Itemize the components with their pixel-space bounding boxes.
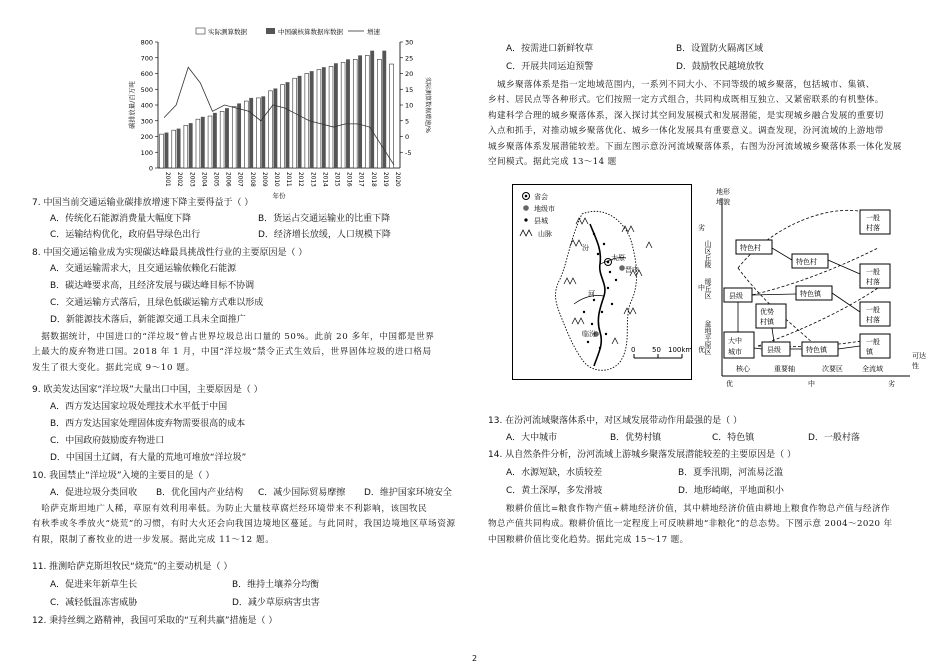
question-9: 9. 欧美发达国家“洋垃圾”大量出口中国，主要原因是（ ） (32, 385, 263, 395)
y-axis-label-right: 实际测算数据增速/% (424, 77, 431, 133)
label-linfen: 临汾 (582, 330, 596, 338)
node-feature-village-1 (736, 240, 772, 254)
passage-line: 乡村、居民点等各种形式。它们按照一定方式组合，共同构成既相互独立、又紧密联系的有机整体。 (488, 95, 884, 106)
left-tick-label: 100 (140, 148, 153, 157)
x-tick-label: 2016 (345, 172, 352, 187)
accessibility-label-1: 可达 (912, 352, 926, 360)
label-taiyuan: 太原 (611, 254, 625, 262)
legend-capital: 省会 (534, 193, 548, 201)
legend-prefecture-city: 地级市 (534, 205, 555, 213)
bar-actual (390, 64, 394, 168)
node-county-1 (724, 288, 752, 302)
y-axis-label-left: 碳排放量/百万吨 (128, 81, 136, 129)
bar-ceads (189, 123, 193, 168)
node-feature-town-2 (802, 342, 838, 356)
bar-actual (232, 107, 236, 168)
passage-line: 构建科学合理的城乡聚落体系，深入探讨其空间发展模式和发展潜能，是实现城乡融合发展的重要切 (488, 110, 884, 121)
node-general-village-3 (860, 302, 890, 326)
svg-text:大中: 大中 (728, 337, 742, 345)
q7-option-b[interactable]: B．货运占交通运输业的比重下降 (258, 214, 391, 224)
legend-actual: 实际测算数据 (208, 28, 247, 36)
bar-ceads (213, 113, 217, 168)
bar-ceads (310, 71, 314, 168)
q11-option-b[interactable]: B．维持土壤养分均衡 (232, 580, 320, 590)
q11-option-a[interactable]: A．促进来年新草生长 (50, 580, 138, 590)
x-tick-label: 2017 (357, 172, 364, 187)
bar-ceads (346, 59, 350, 168)
q10-option-a[interactable]: A．促进垃圾分类回收 (50, 488, 138, 498)
svg-text:县级: 县级 (767, 346, 781, 354)
x-tick-label: 2008 (248, 172, 255, 187)
scale-0: 0 (631, 346, 636, 354)
x-tick-label: 2004 (200, 172, 207, 187)
x-axis-label: 年份 (272, 192, 286, 200)
integration-pattern-diagram (698, 178, 928, 400)
bar-ceads (322, 67, 326, 168)
x-whole-basin: 全流域 (862, 365, 883, 373)
x-tick-label: 2020 (393, 172, 400, 187)
capital-symbol-dot (525, 195, 528, 198)
y-mark-good: 优 (698, 346, 705, 354)
svg-text:一般: 一般 (866, 268, 880, 276)
accessibility-label-2: 性 (912, 362, 919, 370)
left-tick-label: 600 (140, 70, 153, 78)
left-tick-label: 700 (140, 54, 153, 63)
q9-option-c[interactable]: C．中国政府鼓励废弃物进口 (50, 436, 165, 446)
bar-actual (184, 125, 188, 168)
right-tick-label: 0 (405, 133, 410, 141)
x-tick-label: 2019 (381, 172, 388, 187)
svg-text:村镇: 村镇 (760, 318, 774, 326)
passage-9-10 (32, 330, 472, 376)
node-general-village-1 (860, 210, 890, 234)
svg-text:特色村: 特色村 (740, 244, 761, 252)
q9-option-b[interactable]: B．西方发达国家处理固体废弃物需要很高的成本 (50, 419, 246, 429)
x-tick-label: 2010 (272, 172, 279, 187)
bar-actual (208, 116, 212, 168)
legend-growth: 增速 (367, 28, 380, 36)
question-14: 14. 从自然条件分析，汾河流域上游城乡聚落发展潜能较差的主要原因是（ ） (488, 450, 797, 460)
svg-text:村落: 村落 (866, 224, 880, 232)
x-mark-good: 优 (726, 380, 733, 388)
x-tick-label: 2015 (333, 172, 340, 187)
x-tick-label: 2003 (188, 172, 195, 187)
legend-county: 县城 (534, 217, 548, 225)
right-tick-label: 15 (405, 85, 414, 94)
bar-actual (341, 62, 345, 168)
passage-line: 哈萨克斯坦地广人稀，草原有效利用率低。为防止大量枝草腐烂经环境带来不利影响，该国牧民 (32, 504, 428, 514)
q12-option-c[interactable]: C．开展共同运迫预警 (506, 62, 594, 72)
node-feature-village-2 (792, 254, 828, 268)
svg-text:一般: 一般 (866, 306, 880, 314)
question-10: 10. 我国禁止“洋垃圾”入境的主要目的是（ ） (32, 471, 215, 481)
legend-mountain: 山脉 (538, 230, 552, 238)
bar-actual (317, 70, 321, 168)
scale-100km: 100km (668, 346, 692, 354)
axis-title-landform: 地貌 (716, 198, 730, 206)
bar-actual (305, 74, 309, 169)
svg-text:县级: 县级 (729, 292, 743, 300)
q8-option-c[interactable]: C．交通运输方式落后，且绿色低碳运输方式难以形成 (50, 298, 264, 308)
x-important-axis: 重要轴 (774, 365, 795, 373)
passage-line: 粮耕价值比=粮食作物产值÷耕地经济价值，其中耕地经济价值由耕地上粮食作物总产值与经济作 (488, 504, 890, 514)
passage-11-12 (32, 502, 472, 548)
passage-line: 有限，限制了畜牧业的进一步发展。据此完成 11～12 题。 (32, 534, 275, 545)
bar-actual (256, 98, 260, 168)
svg-text:一般: 一般 (866, 214, 880, 222)
bar-actual (220, 111, 224, 168)
x-secondary-zone: 次要区 (822, 365, 843, 373)
bar-ceads (273, 88, 277, 168)
q12-option-a[interactable]: A．按需进口新鲜牧草 (506, 44, 594, 54)
x-tick-label: 2007 (236, 172, 243, 187)
bar-actual (365, 55, 369, 168)
bar-ceads (261, 96, 265, 168)
q13-option-c[interactable]: C．特色镇 (712, 433, 755, 443)
passage-line: 空间模式。据此完成 13～14 题 (488, 157, 617, 168)
scale-50: 50 (652, 346, 661, 354)
legend-swatch-ceads (266, 28, 275, 34)
q10-option-d[interactable]: D．维护国家环境安全 (364, 488, 452, 498)
x-tick-label: 2001 (164, 172, 171, 187)
x-tick-label: 2011 (285, 172, 292, 187)
map-frame (513, 185, 692, 380)
q13-option-a[interactable]: A．大中城市 (506, 433, 558, 443)
bar-actual (293, 78, 297, 168)
county-symbol (524, 218, 527, 221)
q14-option-b[interactable]: B．夏季汛期，河流易泛滥 (678, 468, 784, 478)
passage-line: 发生了很大变化。据此完成 9～10 题。 (32, 362, 195, 373)
x-tick-label: 2014 (321, 172, 328, 187)
taiyuan-capital-dot (607, 261, 610, 264)
node-general-town (860, 334, 890, 358)
q13-option-d[interactable]: D．一般村落 (808, 433, 860, 443)
q10-option-c[interactable]: C．减少国际贸易摩擦 (258, 488, 346, 498)
jinzhong-city (619, 265, 625, 271)
x-tick-label: 2009 (260, 172, 267, 187)
passage-line: 据数据统计，中国进口的“洋垃圾”曾占世界垃圾总出口量的 50%。此前 20 多年，中国都是世界 (32, 332, 435, 342)
node-county-2 (762, 342, 790, 356)
label-fen: 汾 (582, 244, 589, 252)
x-mark-medium: 中 (808, 380, 815, 388)
y-level-mountain: 山区丘陵 (704, 240, 712, 268)
page-number: 2 (472, 654, 478, 663)
x-tick-label: 2018 (369, 172, 376, 187)
bar-ceads (298, 76, 302, 168)
q14-option-a[interactable]: A．水源短缺，水质较差 (506, 468, 603, 478)
x-mark-poor: 劣 (888, 380, 895, 388)
bar-ceads (249, 98, 253, 168)
passage-line: 物总产值共同构成。粮耕价值比一定程度上可反映耕地“非粮化”的总态势。下图示意 2004～2020 年 (488, 519, 893, 530)
passage-line: 城乡聚落体系是指一定地域范围内，一系列不同大小、不同等级的城乡聚落，包括城市、集镇、 (488, 80, 875, 90)
svg-text:村落: 村落 (866, 316, 880, 324)
q10-option-b[interactable]: B．优化国内产业结构 (156, 488, 244, 498)
left-tick-label: 300 (140, 117, 153, 126)
q12-option-d[interactable]: D．鼓励牧民越境放牧 (676, 62, 764, 72)
x-tick-label: 2012 (297, 172, 304, 187)
bar-actual (377, 59, 381, 168)
right-tick-label: 5 (405, 117, 410, 126)
right-tick-label: 10 (405, 101, 414, 110)
passage-line: 上最大的废弃物进口国。2018 年 1 月，中国“洋垃圾”禁令正式生效后，世界固体垃圾的进口格局 (32, 347, 432, 358)
q14-option-d[interactable]: D．地形崎岖，平地面积小 (678, 486, 784, 496)
q8-option-b[interactable]: B．碳达峰要求高，且经济发展与碳达峰目标不协调 (50, 281, 255, 291)
passage-line: 城乡聚落体系发展潜能较差。下面左图示意汾河流域聚落体系，右图为汾河流域城乡聚落体系一体化发展 (488, 141, 902, 152)
node-general-village-2 (860, 264, 890, 288)
right-tick-label: -5 (405, 148, 412, 157)
left-tick-label: 400 (140, 101, 153, 110)
q9-option-a[interactable]: A．西方发达国家垃圾处理技术水平低于中国 (50, 402, 228, 412)
passage-line: 有秋季或冬季放火“烧荒”的习惯，有时大火还会向我国边境地区蔓延。与此同时，我国边境地区草场资源 (32, 519, 456, 530)
x-tick-label: 2002 (176, 172, 183, 187)
left-tick-label: 200 (140, 133, 153, 141)
question-13: 13. 在汾河流域聚落体系中，对区域发展带动作用最强的是（ ） (488, 416, 743, 426)
right-tick-label: 25 (405, 54, 414, 63)
svg-text:镇: 镇 (866, 348, 873, 356)
x-tick-label: 2013 (309, 172, 316, 187)
svg-text:一般: 一般 (866, 338, 880, 346)
y-mark-medium: 中 (698, 284, 705, 292)
q8-option-d[interactable]: D．新能源技术落后，新能源交通工具未全面推广 (50, 315, 246, 325)
q9-option-d[interactable]: D．中国国土辽阔，有大量的荒地可堆放“洋垃圾” (50, 453, 247, 463)
q13-option-b[interactable]: B．优势村镇 (610, 433, 662, 443)
passage-15-17 (488, 502, 930, 548)
bar-ceads (334, 63, 338, 168)
bar-ceads (358, 55, 362, 168)
label-he: 河 (588, 290, 595, 298)
q11-option-d[interactable]: D．减少草原病害虫害 (232, 598, 320, 608)
node-big-city (724, 332, 754, 358)
node-feature-town (796, 286, 832, 300)
q11-option-c[interactable]: C．减轻低温冻害威胁 (50, 598, 138, 608)
right-tick-label: 30 (405, 38, 414, 47)
bar-ceads (286, 82, 290, 168)
bar-ceads (225, 108, 229, 168)
svg-text:特色镇: 特色镇 (806, 346, 827, 354)
axis-title-terrain: 地形 (716, 188, 730, 196)
bar-ceads (177, 129, 181, 168)
passage-13-14 (488, 78, 930, 170)
bar-actual (329, 66, 333, 168)
q7-option-c[interactable]: C．运输结构优化，政府倡导绿色出行 (50, 230, 201, 240)
bar-actual (281, 85, 285, 168)
node-advantage-town (756, 304, 786, 328)
x-tick-label: 2006 (224, 172, 231, 187)
x-tick-label: 2005 (212, 172, 219, 187)
right-tick-label: 20 (405, 70, 414, 78)
bar-actual (269, 91, 273, 168)
bar-actual (353, 59, 357, 168)
q12-option-b[interactable]: B．设置防火隔离区域 (676, 44, 764, 54)
left-tick-label: 800 (140, 38, 153, 47)
q14-option-c[interactable]: C．黄土深厚，多发滑坡 (506, 486, 603, 496)
left-tick-label: 0 (148, 164, 153, 173)
fen-river-map (512, 184, 692, 380)
question-8: 8. 中国交通运输业成为实现碳达峰最具挑战性行业的主要原因是（ ） (32, 248, 308, 258)
svg-text:特色村: 特色村 (796, 258, 817, 266)
bar-ceads (165, 133, 169, 168)
label-jinzhong: 晋中 (625, 266, 639, 274)
bar-actual (160, 134, 164, 168)
q8-option-a[interactable]: A．交通运输需求大，且交通运输依赖化石能源 (50, 264, 237, 274)
legend-ceads: 中国碳核算数据库数据 (278, 28, 343, 36)
passage-line: 入点和抓手，对推动城乡聚落优化、城乡一体化发展具有重要意义。调查发现，汾河流域的上游地带 (488, 126, 884, 137)
bar-ceads (370, 51, 374, 168)
bar-ceads (201, 117, 205, 168)
svg-text:优势: 优势 (760, 308, 774, 316)
passage-line: 中国粮耕价值比变化趋势。据此完成 15～17 题。 (488, 534, 689, 545)
legend-swatch-actual (196, 28, 205, 34)
bar-actual (172, 130, 176, 168)
bar-ceads (237, 103, 241, 168)
question-7: 7. 中国当前交通运输业碳排放增速下降主要得益于（ ） (32, 198, 254, 208)
question-11: 11. 推测哈萨克斯坦牧民“烧荒”的主要动机是（ ） (32, 562, 233, 572)
svg-text:城市: 城市 (728, 348, 742, 356)
q7-option-a[interactable]: A．传统化石能源消费量大幅度下降 (50, 214, 192, 224)
prefecture-city-symbol (523, 205, 529, 211)
y-level-hills: 缓丘区 (704, 278, 712, 299)
x-core: 核心 (736, 365, 750, 373)
q7-option-d[interactable]: D．经济增长放缓，人口规模下降 (258, 230, 391, 240)
question-12: 12. 秉持丝绸之路精神，我国可采取的“互利共赢”措施是（ ） (32, 616, 278, 626)
bar-actual (196, 119, 200, 168)
svg-text:特色镇: 特色镇 (800, 290, 821, 298)
svg-text:村落: 村落 (866, 278, 880, 286)
y-mark-poor: 劣 (698, 224, 705, 232)
y-level-basin: 盆地平原区 (704, 320, 712, 355)
left-tick-label: 500 (140, 85, 153, 94)
